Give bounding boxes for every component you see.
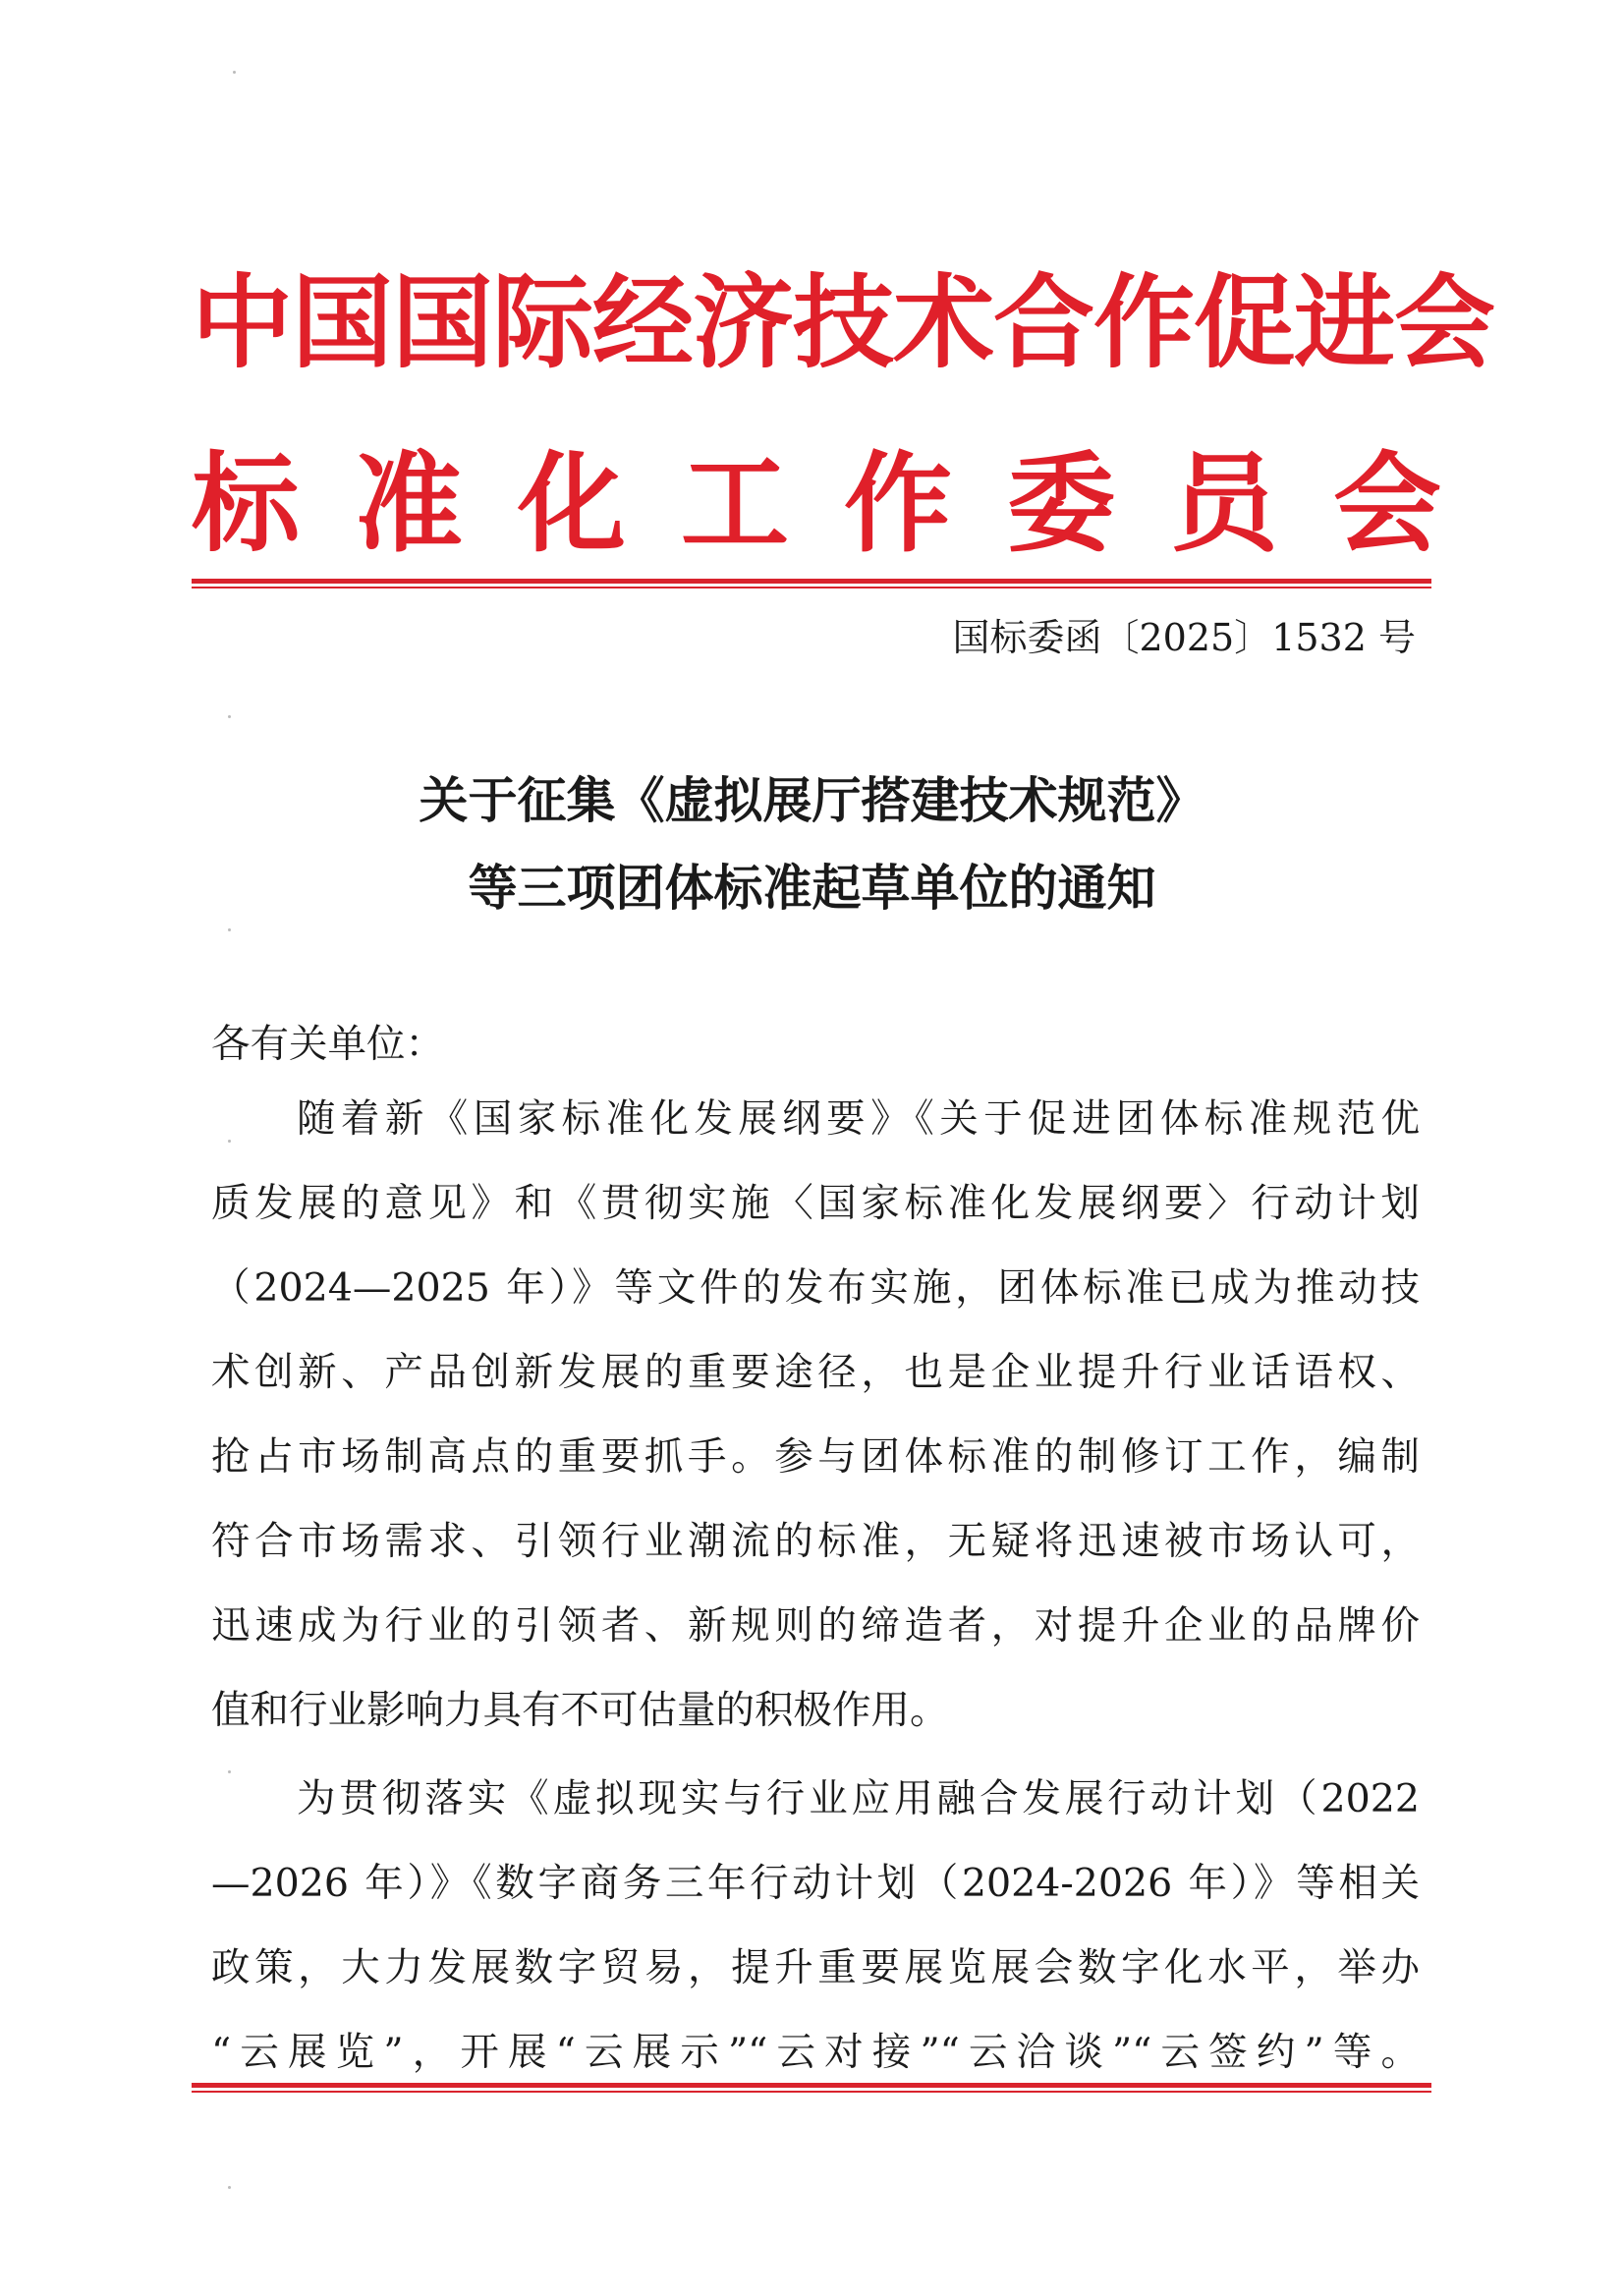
paragraph-1-line: 迅速成为行业的引领者、新规则的缔造者，对提升企业的品牌价: [211, 1603, 1420, 1649]
scan-speck: [228, 2186, 231, 2189]
paragraph-1-line: （2024—2025 年）》等文件的发布实施，团体标准已成为推动技: [211, 1265, 1420, 1311]
paragraph-2-line: —2026 年）》《数字商务三年行动计划（2024-2026 年）》等相关: [211, 1861, 1420, 1906]
paragraph-2-line: “云展览”，开展“云展示”“云对接”“云洽谈”“云签约”等。: [211, 2030, 1420, 2075]
paragraph-1-line: 符合市场需求、引领行业潮流的标准，无疑将迅速被市场认可，: [211, 1519, 1420, 1564]
header-red-rule: [192, 579, 1431, 588]
document-number: 国标委函〔2025〕1532 号: [952, 616, 1416, 659]
notice-title-line-1: 关于征集《虚拟展厅搭建技术规范》: [419, 772, 1205, 829]
org-name-line-1: 中国国际经济技术合作促进会: [192, 264, 1494, 382]
salutation: 各有关单位：: [211, 1022, 444, 1067]
paragraph-2-line: 政策，大力发展数字贸易，提升重要展览展会数字化水平，举办: [211, 1945, 1420, 1990]
paragraph-1-line: 质发展的意见》和《贯彻实施〈国家标准化发展纲要〉行动计划: [211, 1181, 1420, 1226]
scan-speck: [228, 928, 231, 931]
scan-speck: [228, 1140, 231, 1143]
scan-speck: [233, 71, 236, 74]
footer-red-rule: [192, 2083, 1431, 2093]
paragraph-1-line: 术创新、产品创新发展的重要途径，也是企业提升行业话语权、: [211, 1350, 1420, 1395]
paragraph-1-line: 抢占市场制高点的重要抓手。参与团体标准的制修订工作，编制: [211, 1434, 1420, 1480]
scan-speck: [228, 715, 231, 718]
org-name-line-2: 标准化工作委员会: [192, 441, 1496, 567]
paragraph-2-line: 为贯彻落实《虚拟现实与行业应用融合发展行动计划（2022: [297, 1776, 1420, 1821]
scan-speck: [228, 1770, 231, 1773]
paragraph-1-line: 值和行业影响力具有不可估量的积极作用。: [211, 1688, 949, 1733]
paragraph-1-line: 随着新《国家标准化发展纲要》《关于促进团体标准规范优: [297, 1096, 1420, 1142]
notice-title-line-2: 等三项团体标准起草单位的通知: [468, 860, 1156, 917]
